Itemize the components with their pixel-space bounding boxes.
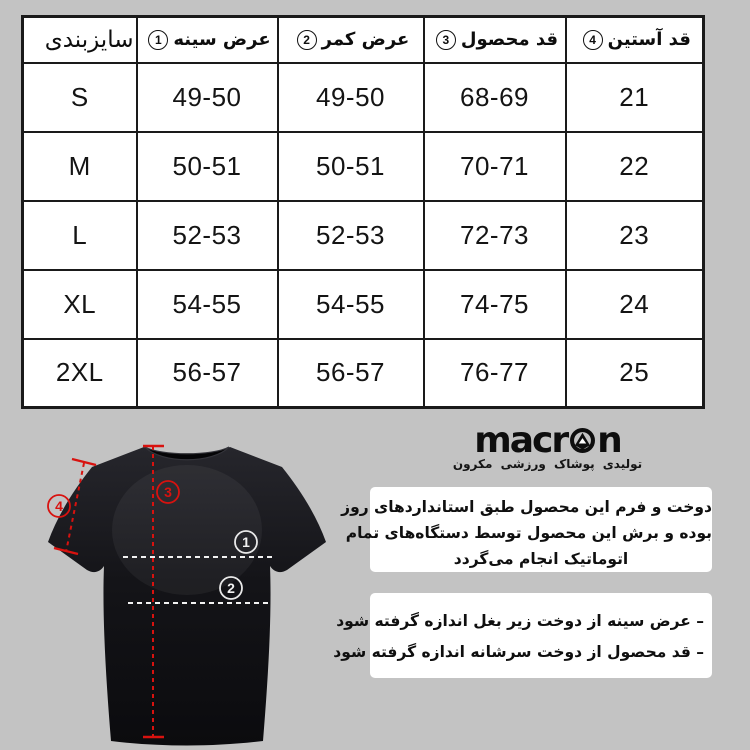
bullet-line: – قد محصول از دوخت سرشانه اندازه گرفته شود xyxy=(333,643,704,661)
cell-chest: 50-51 xyxy=(137,132,278,201)
marker-2-number: 2 xyxy=(227,580,235,596)
circled-number-icon: 2 xyxy=(297,30,317,50)
col-header-label: سایزبندی xyxy=(44,26,134,53)
cell-waist: 56-57 xyxy=(278,339,424,408)
cell-chest: 52-53 xyxy=(137,201,278,270)
col-header-sleeve-length xyxy=(566,17,704,63)
cell-length: 72-73 xyxy=(424,201,566,270)
cell-sleeve: 22 xyxy=(566,132,704,201)
cell-sleeve: 23 xyxy=(566,201,704,270)
col-header-label: قد آستین xyxy=(607,29,691,51)
brand-tagline: تولیدی پوشاک ورزشی مکرون xyxy=(452,457,643,471)
cell-size: XL xyxy=(23,270,137,339)
cell-sleeve: 25 xyxy=(566,339,704,408)
cell-sleeve: 21 xyxy=(566,63,704,132)
cell-chest: 54-55 xyxy=(137,270,278,339)
cell-waist: 54-55 xyxy=(278,270,424,339)
table-row xyxy=(23,63,704,132)
macron-emblem-icon xyxy=(569,427,596,454)
cell-size: 2XL xyxy=(23,339,137,408)
note-line: دوخت و فرم این محصول طبق استانداردهای روز xyxy=(341,498,712,516)
marker-1-number: 1 xyxy=(242,534,250,550)
cell-length: 74-75 xyxy=(424,270,566,339)
cell-chest: 56-57 xyxy=(137,339,278,408)
circled-number-icon: 3 xyxy=(436,30,456,50)
col-header-label: قد محصول xyxy=(460,29,559,51)
table-row xyxy=(23,132,704,201)
cell-waist: 50-51 xyxy=(278,132,424,201)
cell-length: 68-69 xyxy=(424,63,566,132)
cell-sleeve: 24 xyxy=(566,270,704,339)
tshirt-measurement-diagram xyxy=(20,425,350,750)
shirt-highlight xyxy=(112,465,262,595)
cell-chest: 49-50 xyxy=(137,63,278,132)
size-table xyxy=(21,15,705,409)
brand-text-right: n xyxy=(597,420,621,461)
cell-size: S xyxy=(23,63,137,132)
marker-3-number: 3 xyxy=(164,484,172,500)
cell-length: 76-77 xyxy=(424,339,566,408)
col-header-sizing xyxy=(23,17,137,63)
col-header-chest-width xyxy=(137,17,278,63)
measurement-instructions-box xyxy=(333,593,712,678)
note-line: اتوماتیک انجام می‌گردد xyxy=(453,550,629,568)
cell-size: M xyxy=(23,132,137,201)
header-row xyxy=(23,17,704,63)
table-row xyxy=(23,201,704,270)
marker-4-number: 4 xyxy=(55,498,63,514)
brand-text-left: macr xyxy=(474,420,568,461)
col-header-product-length xyxy=(424,17,566,63)
production-note-box xyxy=(341,487,712,572)
circled-number-icon: 4 xyxy=(583,30,603,50)
table-row xyxy=(23,339,704,408)
table-row xyxy=(23,270,704,339)
note-line: بوده و برش این محصول توسط دستگاه‌های تمام xyxy=(345,524,712,542)
cell-length: 70-71 xyxy=(424,132,566,201)
brand-wordmark xyxy=(440,420,655,461)
col-header-label: عرض کمر xyxy=(321,29,410,51)
cell-size: L xyxy=(23,201,137,270)
cell-waist: 52-53 xyxy=(278,201,424,270)
macron-logo xyxy=(440,420,655,471)
col-header-label: عرض سینه xyxy=(173,29,271,51)
bullet-line: – عرض سینه از دوخت زیر بغل اندازه گرفته شود xyxy=(336,612,704,630)
cell-waist: 49-50 xyxy=(278,63,424,132)
circled-number-icon: 1 xyxy=(148,30,168,50)
col-header-waist-width xyxy=(278,17,424,63)
